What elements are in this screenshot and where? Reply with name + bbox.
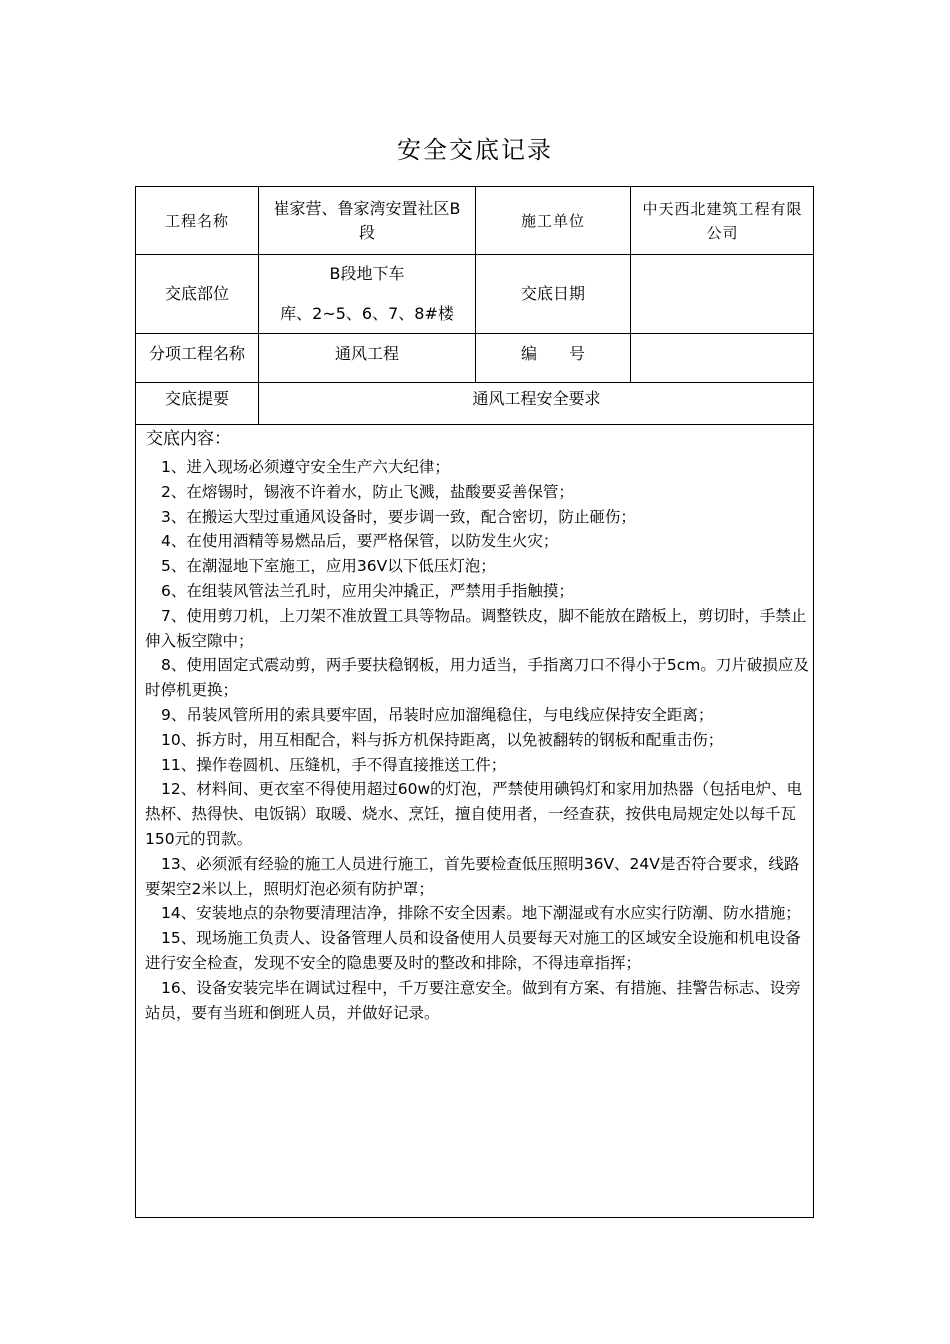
- number-label: 编 号: [520, 344, 585, 363]
- instruction-list: [145, 455, 809, 1025]
- summary-label: 交底提要: [164, 389, 229, 408]
- list-item: 7、使用剪刀机，上刀架不准放置工具等物品。调整铁皮，脚不能放在踏板上，剪切时，手禁止伸入板空隙中；: [145, 606, 807, 650]
- list-item: 12、材料间、更衣室不得使用超过60w的灯泡，严禁使用碘钨灯和家用加热器（包括电炉、电热杯、热得快、电饭锅）取暖、烧水、烹饪，擅自使用者，一经查获，按供电局规定处以每千瓦150元的罚款。: [145, 780, 803, 848]
- location-value-line2: 库、2~5、6、7、8#楼: [280, 304, 454, 323]
- list-item: 5、在潮湿地下室施工，应用36V以下低压灯泡；: [161, 557, 496, 576]
- construction-unit-label: 施工单位: [520, 211, 585, 230]
- list-item: 4、在使用酒精等易燃品后，要严格保管，以防发生火灾；: [161, 532, 559, 551]
- list-item: 10、拆方时，用互相配合，料与拆方机保持距离，以免被翻转的钢板和配重击伤；: [161, 730, 724, 749]
- construction-unit-value: 中天西北建筑工程有限公司: [642, 200, 803, 242]
- summary-value: 通风工程安全要求: [472, 389, 601, 408]
- list-item: 9、吊装风管所用的索具要牢固，吊装时应加溜绳稳住，与电线应保持安全距离；: [161, 705, 714, 724]
- list-item: 2、在熔锡时，锡液不许着水，防止飞溅，盐酸要妥善保管；: [161, 482, 574, 501]
- location-label: 交底部位: [164, 284, 229, 303]
- location-value-line1: B段地下车: [329, 264, 405, 283]
- list-item: 11、操作卷圆机、压缝机，手不得直接推送工件；: [161, 755, 507, 774]
- number-value: [631, 334, 814, 374]
- sub-project-value: 通风工程: [334, 344, 399, 363]
- list-item: 14、安装地点的杂物要清理洁净，排除不安全因素。地下潮湿或有水应实行防潮、防水措施；: [161, 904, 801, 923]
- list-item: 3、在搬运大型过重通风设备时，要步调一致，配合密切，防止砸伤；: [161, 507, 636, 526]
- list-item: 8、使用固定式震动剪，两手要扶稳钢板，用力适当，手指离刀口不得小于5cm。刀片破损应及时停机更换；: [145, 656, 809, 700]
- list-item: 13、必须派有经验的施工人员进行施工，首先要检查低压照明36V、24V是否符合要求，线路要架空2米以上，照明灯泡必须有防护罩；: [145, 854, 800, 898]
- list-item: 15、现场施工负责人、设备管理人员和设备使用人员要每天对施工的区域安全设施和机电设备进行安全检查，发现不安全的隐患要及时的整改和排除，不得违章指挥；: [145, 929, 801, 972]
- project-name-value: 崔家营、鲁家湾安置社区B段: [273, 198, 461, 242]
- list-item: 6、在组装风管法兰孔时，应用尖冲撬正，严禁用手指触摸；: [161, 581, 574, 600]
- location-value: [259, 255, 475, 333]
- list-item: 16、设备安装完毕在调试过程中，千万要注意安全。做到有方案、有措施、挂警告标志、设旁站员，要有当班和倒班人员，并做好记录。: [145, 978, 801, 1022]
- row-divider: [135, 424, 814, 425]
- date-label: 交底日期: [520, 284, 585, 303]
- date-value: [631, 255, 814, 333]
- content-title: 交底内容：: [146, 429, 231, 449]
- sub-project-label: 分项工程名称: [148, 344, 245, 363]
- project-name-label: 工程名称: [164, 211, 229, 230]
- list-item: 1、进入现场必须遵守安全生产六大纪律；: [161, 458, 450, 476]
- document-title: 安全交底记录: [397, 136, 553, 164]
